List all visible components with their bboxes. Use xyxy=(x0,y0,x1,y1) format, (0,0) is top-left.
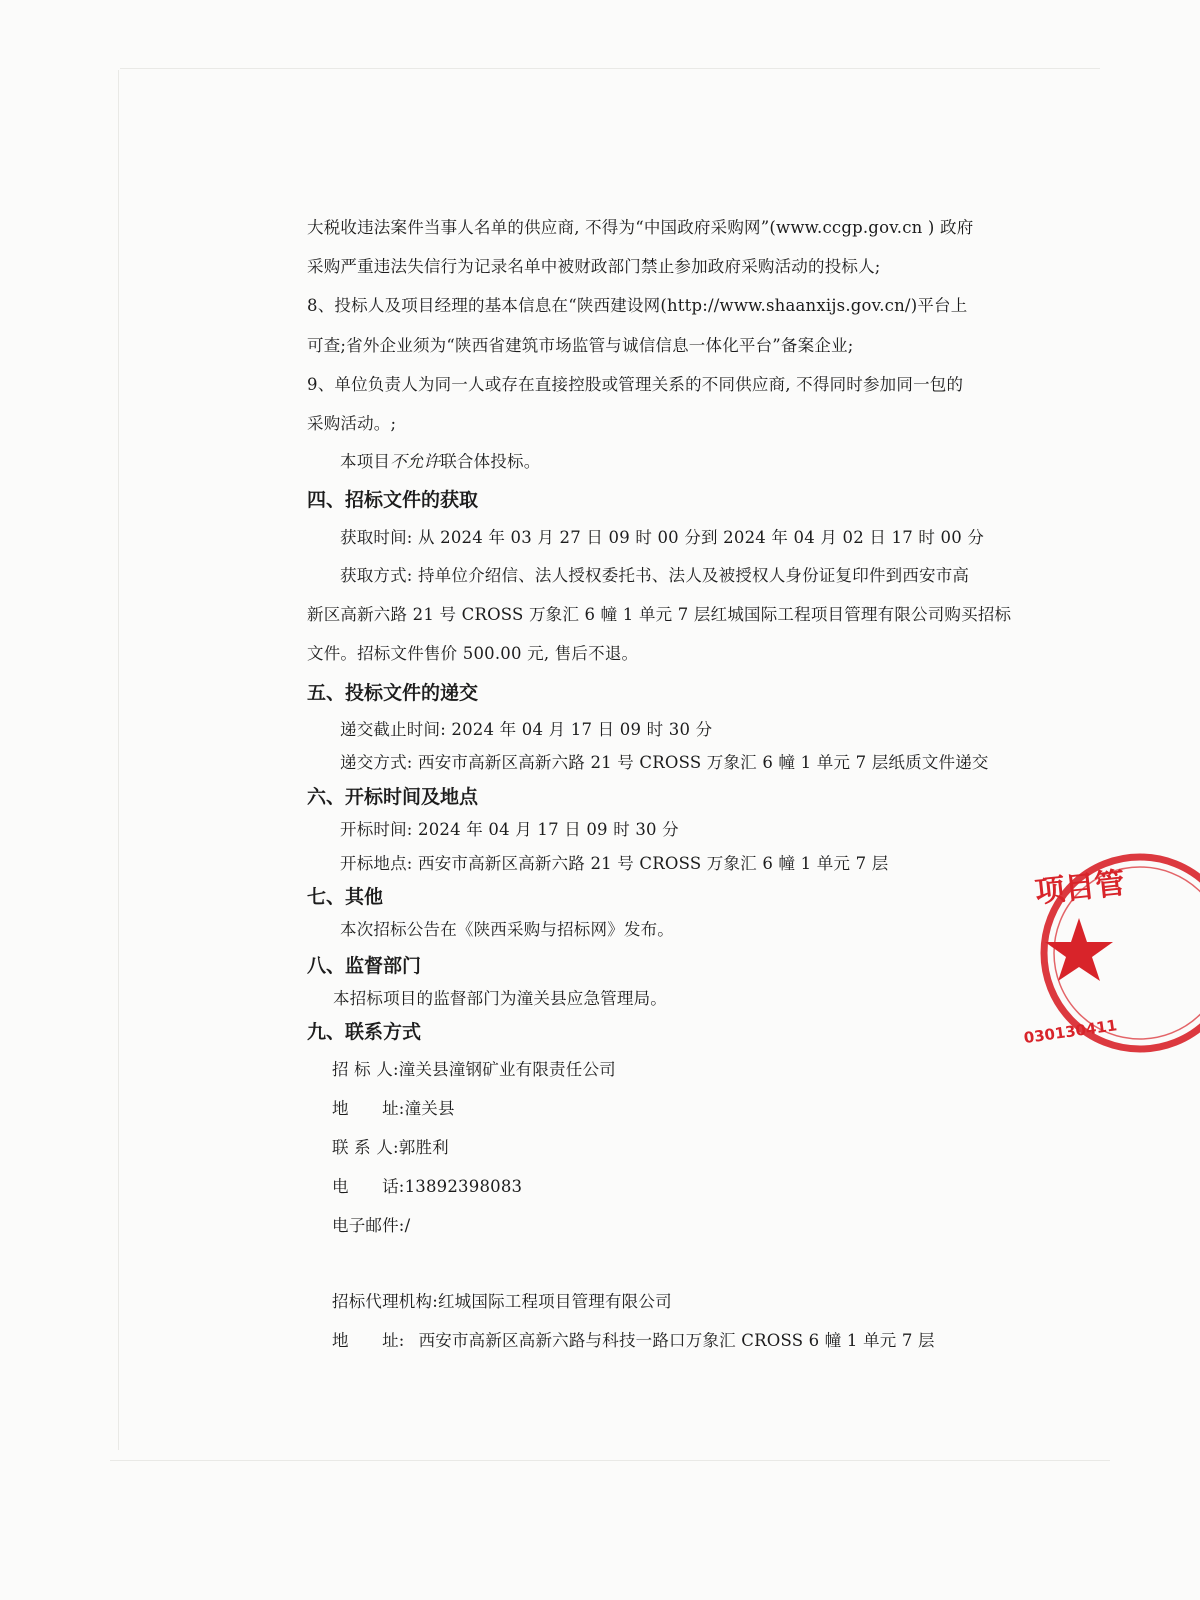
consortium-prefix: 本项目 xyxy=(340,452,391,471)
seal-star-icon xyxy=(1045,918,1113,981)
section5-heading: 五、投标文件的递交 xyxy=(307,682,479,704)
req-item7-line1: 大税收违法案件当事人名单的供应商, 不得为“中国政府采购网”(www.ccgp.gov.cn ) 政府 xyxy=(307,218,974,237)
contact-label: 联 系 人: xyxy=(332,1138,399,1157)
tenderer-value: 潼关县潼钢矿业有限责任公司 xyxy=(398,1060,616,1079)
email-value: / xyxy=(404,1216,411,1235)
section4-heading: 四、招标文件的获取 xyxy=(307,489,479,511)
scan-artifact-top xyxy=(120,68,1100,69)
section4-method-line1: 获取方式: 持单位介绍信、法人授权委托书、法人及被授权人身份证复印件到西安市高 xyxy=(340,566,970,585)
section8-heading: 八、监督部门 xyxy=(307,955,422,977)
contact-address xyxy=(332,1097,455,1121)
req-item7-line2: 采购严重违法失信行为记录名单中被财政部门禁止参加政府采购活动的投标人; xyxy=(307,257,881,276)
consortium-statement xyxy=(340,450,540,474)
scan-artifact-bottom xyxy=(110,1460,1110,1461)
phone-value: 13892398083 xyxy=(404,1177,523,1196)
address-label: 地 址: xyxy=(332,1099,405,1118)
agency-address-label: 地 址: xyxy=(332,1331,405,1350)
seal-arc-text: 项目管 xyxy=(1033,865,1127,911)
section7-text: 本次招标公告在《陕西采购与招标网》发布。 xyxy=(340,920,674,939)
consortium-suffix: 联合体投标。 xyxy=(440,452,541,471)
phone-label: 电 话: xyxy=(332,1177,405,1196)
email-label: 电子邮件: xyxy=(332,1216,405,1235)
tenderer-label: 招 标 人: xyxy=(332,1060,399,1079)
section8-text: 本招标项目的监督部门为潼关县应急管理局。 xyxy=(333,989,667,1008)
section7-heading: 七、其他 xyxy=(307,886,384,908)
agency-address xyxy=(332,1329,935,1353)
req-item9-line1: 9、单位负责人为同一人或存在直接控股或管理关系的不同供应商, 不得同时参加同一包的 xyxy=(307,375,964,394)
section4-method-line2: 新区高新六路 21 号 CROSS 万象汇 6 幢 1 单元 7 层红城国际工程项目管理有限公司购买招标 xyxy=(307,605,1012,624)
company-seal-stamp xyxy=(1022,848,1200,1058)
scan-artifact-left xyxy=(118,70,119,1450)
agency-address-value: 西安市高新区高新六路与科技一路口万象汇 CROSS 6 幢 1 单元 7 层 xyxy=(418,1331,935,1350)
req-item8-line1: 8、投标人及项目经理的基本信息在“陕西建设网(http://www.shaanxijs.gov.cn/)平台上 xyxy=(307,296,968,315)
contact-email xyxy=(332,1214,410,1238)
contact-value: 郭胜利 xyxy=(398,1138,449,1157)
address-value: 潼关县 xyxy=(404,1099,455,1118)
section9-heading: 九、联系方式 xyxy=(307,1021,422,1043)
agency-label: 招标代理机构: xyxy=(332,1292,438,1311)
section6-time: 开标时间: 2024 年 04 月 17 日 09 时 30 分 xyxy=(340,820,679,839)
section5-method: 递交方式: 西安市高新区高新六路 21 号 CROSS 万象汇 6 幢 1 单元 7 层纸质文件递交 xyxy=(340,753,989,772)
seal-code-text: 030130411 xyxy=(1022,1016,1119,1048)
consortium-italic: 不允许 xyxy=(390,452,441,471)
req-item8-line2: 可查;省外企业须为“陕西省建筑市场监管与诚信信息一体化平台”备案企业; xyxy=(307,336,854,355)
section6-heading: 六、开标时间及地点 xyxy=(307,786,479,808)
contact-phone xyxy=(332,1175,522,1199)
agency-name xyxy=(332,1290,672,1314)
section4-time: 获取时间: 从 2024 年 03 月 27 日 09 时 00 分到 2024 年 04 月 02 日 17 时 00 分 xyxy=(340,528,985,547)
contact-tenderer xyxy=(332,1058,616,1082)
section6-place: 开标地点: 西安市高新区高新六路 21 号 CROSS 万象汇 6 幢 1 单元 7 层 xyxy=(340,854,889,873)
contact-person xyxy=(332,1136,449,1160)
req-item9-line2: 采购活动。; xyxy=(307,414,397,433)
section5-deadline: 递交截止时间: 2024 年 04 月 17 日 09 时 30 分 xyxy=(340,720,713,739)
agency-value: 红城国际工程项目管理有限公司 xyxy=(437,1292,672,1311)
section4-method-line3: 文件。招标文件售价 500.00 元, 售后不退。 xyxy=(307,644,639,663)
